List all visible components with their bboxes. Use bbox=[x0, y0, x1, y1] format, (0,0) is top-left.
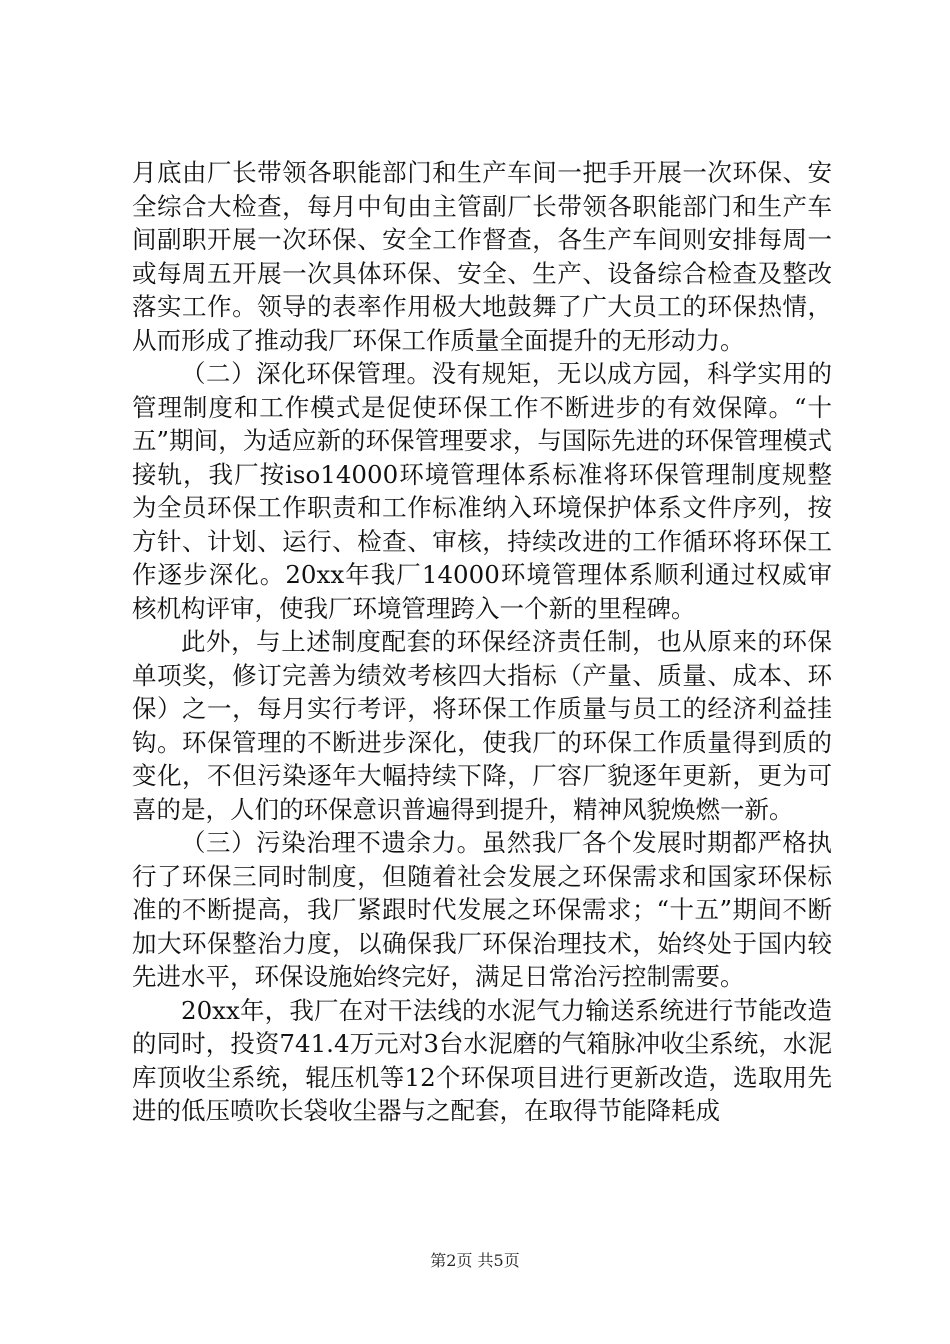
paragraph-1: 月底由厂长带领各职能部门和生产车间一把手开展一次环保、安全综合大检查，每月中旬由主管副厂长带领各职能部门和生产车间副职开展一次环保、安全工作督查，各生产车间则安排每周一或每周五开展一次具体环保、安全、生产、设备综合检查及整改落实工作。领导的表率作用极大地鼓舞了广大员工的环保热情，从而形成了推动我厂环保工作质量全面提升的无形动力。 bbox=[132, 158, 832, 355]
paragraph-4: （三）污染治理不遗余力。虽然我厂各个发展时期都严格执行了环保三同时制度，但随着社会发展之环保需求和国家环保标准的不断提高，我厂紧跟时代发展之环保需求；“十五”期间不断加大环保整治力度，以确保我厂环保治理技术，始终处于国内较先进水平，环保设施始终完好，满足日常治污控制需要。 bbox=[132, 828, 832, 991]
paragraph-2: （二）深化环保管理。没有规矩，无以成方园，科学实用的管理制度和工作模式是促使环保工作不断进步的有效保障。“十五”期间，为适应新的环保管理要求，与国际先进的环保管理模式接轨，我厂按iso14000环境管理体系标准将环保管理制度规整为全员环保工作职责和工作标准纳入环境保护体系文件序列，按方针、计划、运行、检查、审核，持续改进的工作循环将环保工作逐步深化。20xx年我厂14000环境管理体系顺利通过权威审核机构评审，使我厂环境管理跨入一个新的里程碑。 bbox=[132, 359, 832, 623]
document-body bbox=[132, 156, 832, 1128]
paragraph-5: 20xx年，我厂在对干法线的水泥气力输送系统进行节能改造的同时，投资741.4万元对3台水泥磨的气箱脉冲收尘系统，水泥库顶收尘系统，辊压机等12个环保项目进行更新改造，选取用先进的低压喷吹长袋收尘器与之配套，在取得节能降耗成 bbox=[132, 995, 832, 1125]
paragraph-3: 此外，与上述制度配套的环保经济责任制，也从原来的环保单项奖，修订完善为绩效考核四大指标（产量、质量、成本、环保）之一，每月实行考评，将环保工作质量与员工的经济利益挂钩。环保管理的不断进步深化，使我厂的环保工作质量得到质的变化，不但污染逐年大幅持续下降，厂容厂貌逐年更新，更为可喜的是，人们的环保意识普遍得到提升，精神风貌焕燃一新。 bbox=[132, 627, 832, 824]
page-footer: 第2页 共5页 bbox=[430, 1251, 520, 1270]
